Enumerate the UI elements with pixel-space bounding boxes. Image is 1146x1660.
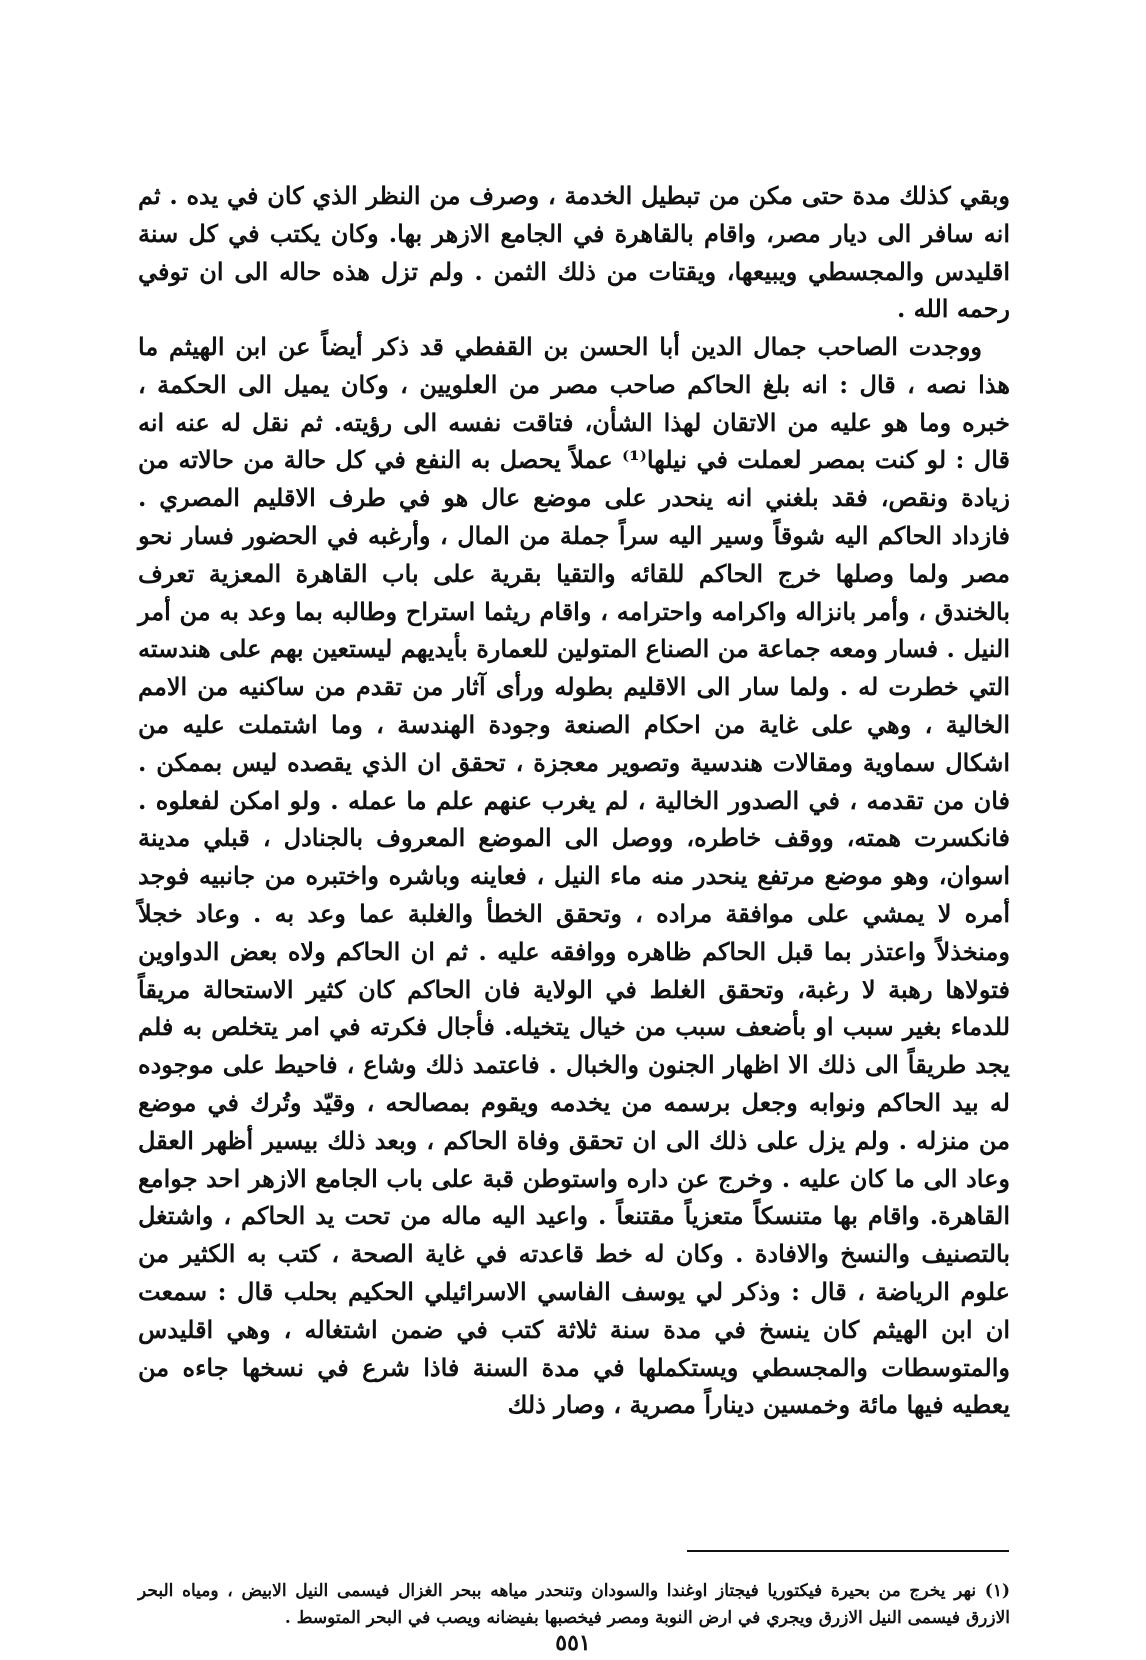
page-number: ٥٥١ — [555, 1630, 591, 1656]
footnote-separator — [687, 1550, 1009, 1552]
paragraph-1 — [138, 177, 1010, 328]
paragraph-1-text: وبقي كذلك مدة حتى مكن من تبطيل الخدمة ، وصرف من النظر الذي كان في يده . ثم انه سافر الى ديار مصر، واقام بالقاهرة في الجامع الازهر بها. وكان يكتب في كل سنة اقليدس والمجسطي ويبيعها، ويقتات من ذلك الثمن . ولم تزل هذه حاله الى ان توفي رحمه الله . — [138, 181, 1010, 324]
paragraph-2 — [138, 328, 1010, 1424]
footnote: (١) نهر يخرج من بحيرة فيكتوريا فيجتاز اوغندا والسودان وتنحدر مياهه ببحر الغزال فيسمى النيل الابيض ، ومياه البحر الازرق فيسمى النيل الازرق ويجري في ارض النوبة ومصر فيخصبها بفيضانه ويصب في البحر المتوسط . — [138, 1581, 1010, 1628]
paragraph-2-text: ووجدت الصاحب جمال الدين أبا الحسن بن القفطي قد ذكر أيضاً عن ابن الهيثم ما هذا نصه ، قال : انه بلغ الحاكم صاحب مصر من العلويين ، وكان يميل الى الحكمة ، خبره وما هو عليه من الاتقان لهذا الشأن، فتاقت نفسه الى رؤيته. ثم نقل له عنه انه قال : لو كنت بمصر لعملت في نيلها⁽¹⁾ عملاً يحصل به النفع في كل حالة من حالاته من زيادة ونقص، فقد بلغني انه ينحدر على موضع عال هو في طرف الاقليم المصري . فازداد الحاكم اليه شوقاً وسير اليه سراً جملة من المال ، وأرغبه في الحضور فسار نحو مصر ولما وصلها خرج الحاكم للقائه والتقيا بقرية على باب القاهرة المعزية تعرف بالخندق ، وأمر بانزاله واكرامه واحترامه ، واقام ريثما استراح وطالبه بما وعد به من أمر النيل . فسار ومعه جماعة من الصناع المتولين للعمارة بأيديهم ليستعين بهم على هندسته التي خطرت له . ولما سار الى الاقليم بطوله ورأى آثار من تقدم من ساكنيه من الامم الخالية ، وهي على غاية من احكام الصنعة وجودة الهندسة ، وما اشتملت عليه من اشكال سماوية ومقالات هندسية وتصوير معجزة ، تحقق ان الذي يقصده ليس بممكن . فان من تقدمه ، في الصدور الخالية ، لم يغرب عنهم علم ما عمله . ولو امكن لفعلوه . فانكسرت همته، ووقف خاطره، ووصل الى الموضع المعروف بالجنادل ، قبلي مدينة اسوان، وهو موضع مرتفع ينحدر منه ماء النيل ، فعاينه وباشره واختبره من جانبيه فوجد أمره لا يمشي على موافقة مراده ، وتحقق الخطأ والغلبة عما وعد به . وعاد خجلاً ومنخذلاً واعتذر بما قبل الحاكم ظاهره ووافقه عليه . ثم ان الحاكم ولاه بعض الدواوين فتولاها رهبة لا رغبة، وتحقق الغلط في الولاية فان الحاكم كان كثير الاستحالة مريقاً للدماء بغير سبب او بأضعف سبب من خيال يتخيله. فأجال فكرته في امر يتخلص به فلم يجد طريقاً الى ذلك الا اظهار الجنون والخبال . فاعتمد ذلك وشاع ، فاحيط على موجوده له بيد الحاكم ونوابه وجعل برسمه من يخدمه ويقوم بمصالحه ، وقيّد وتُرك في موضع من منزله . ولم يزل على ذلك الى ان تحقق وفاة الحاكم ، وبعد ذلك بيسير أظهر العقل وعاد الى ما كان عليه . وخرج عن داره واستوطن قبة على باب الجامع الازهر احد جوامع القاهرة. واقام بها متنسكاً متعزياً مقتنعاً . واعيد اليه ماله من تحت يد الحاكم ، واشتغل بالتصنيف والنسخ والافادة . وكان له خط قاعدته في غاية الصحة ، كتب به الكثير من علوم الرياضة ، قال : وذكر لي يوسف الفاسي الاسرائيلي الحكيم بحلب قال : سمعت ان ابن الهيثم كان ينسخ في مدة سنة ثلاثة كتب في ضمن اشتغاله ، وهي اقليدس والمتوسطات والمجسطي ويستكملها في مدة السنة فاذا شرع في نسخها جاءه من يعطيه فيها مائة وخمسين ديناراً مصرية ، وصار ذلك — [138, 332, 1011, 1420]
